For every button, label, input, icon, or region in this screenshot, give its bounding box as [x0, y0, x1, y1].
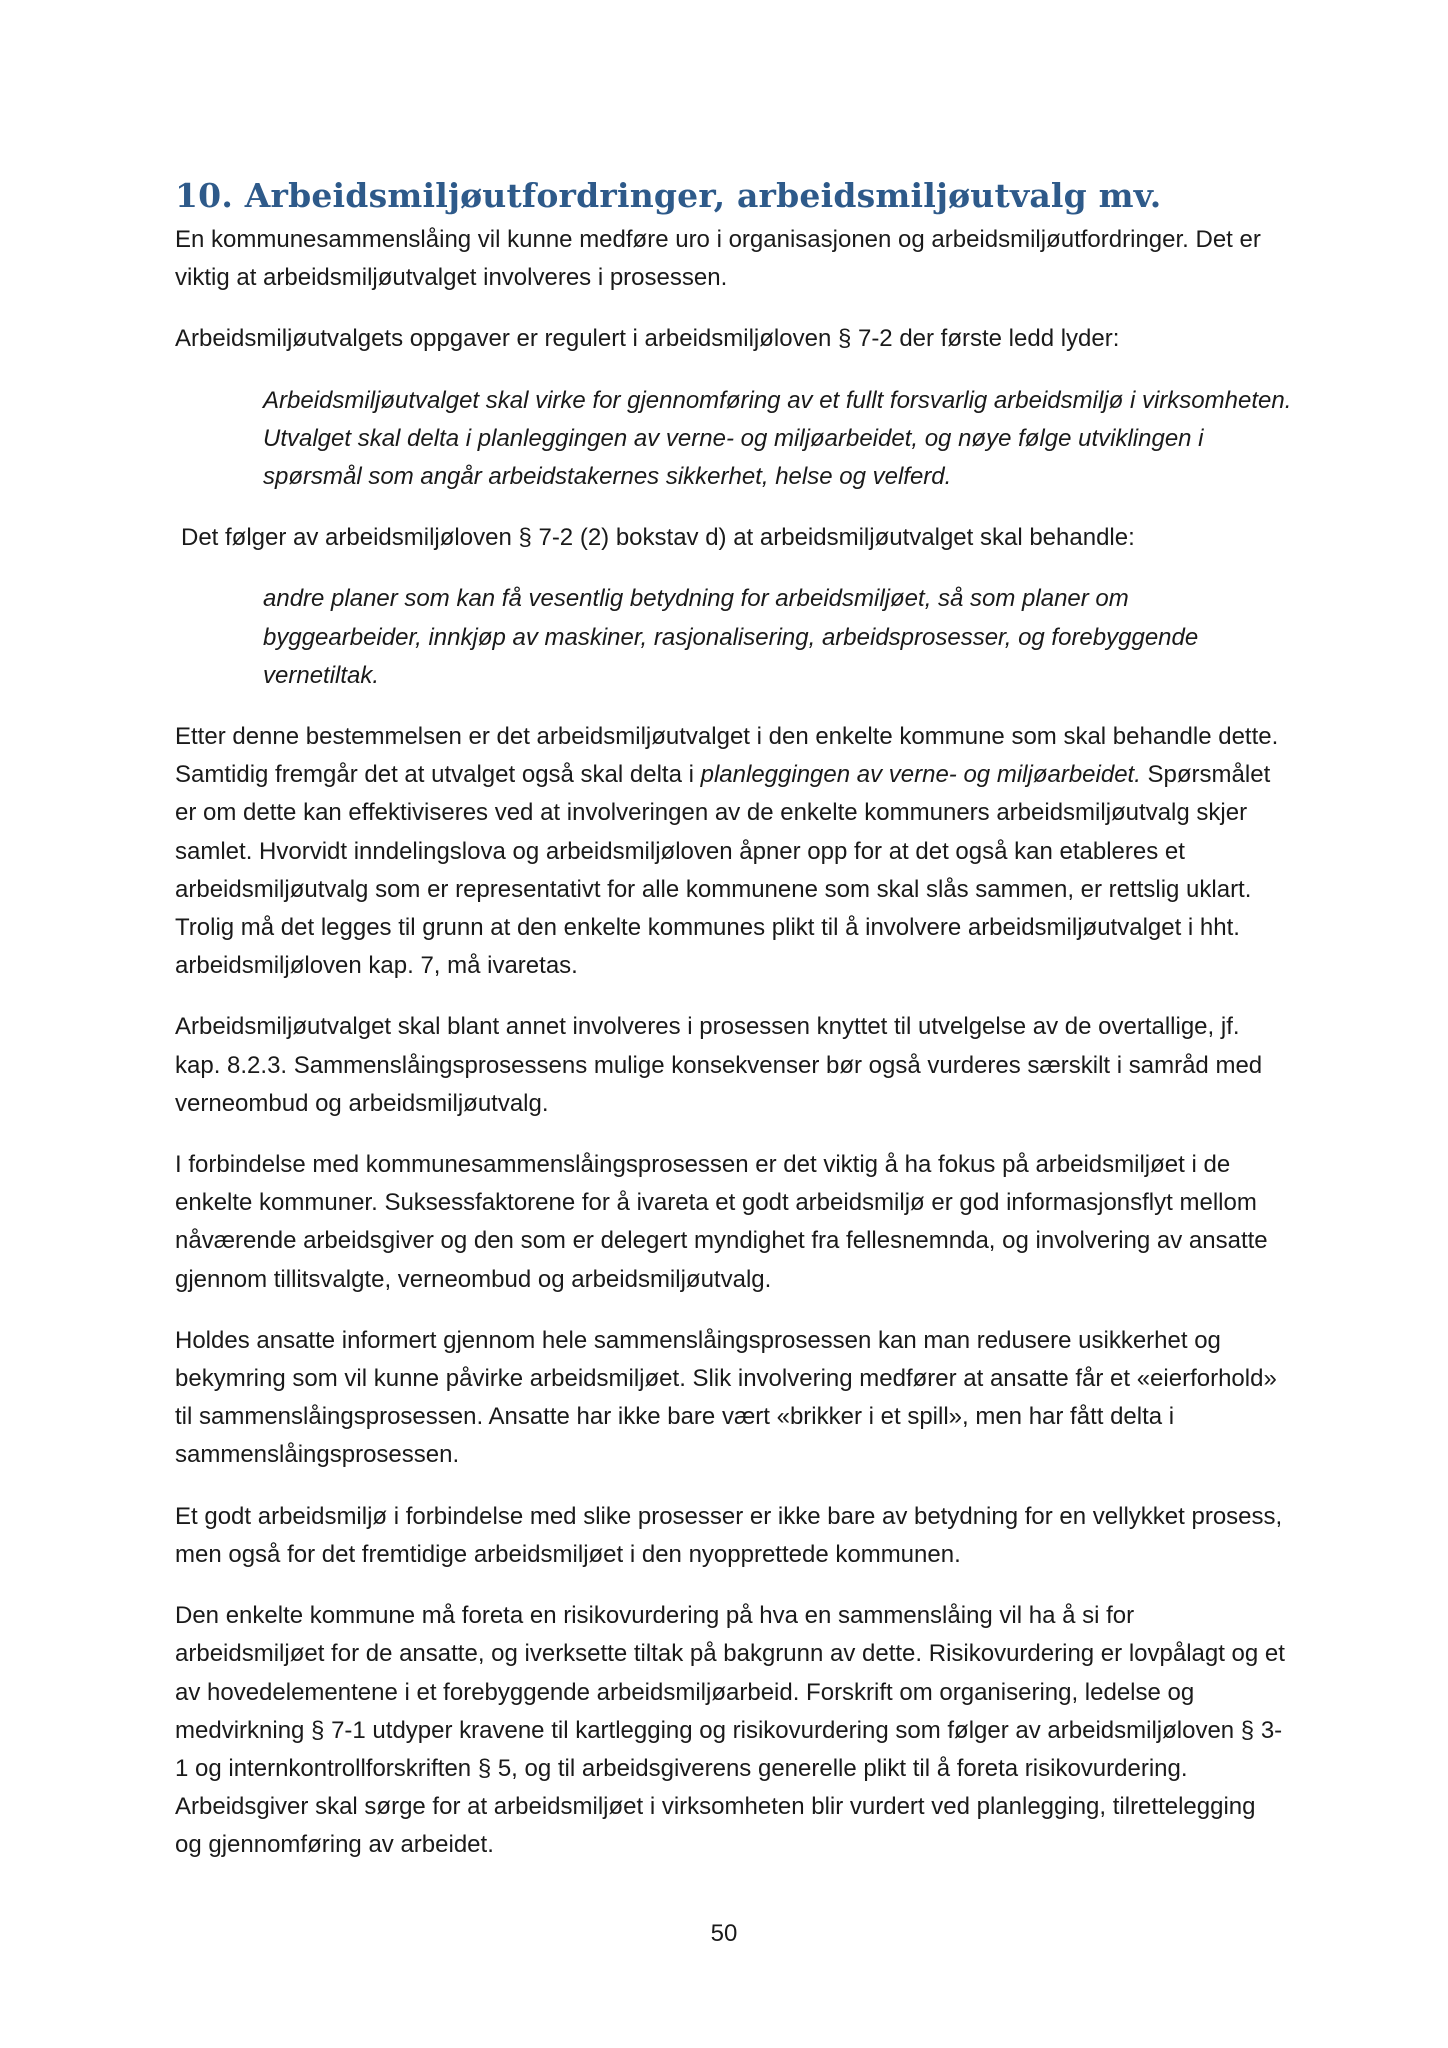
page-number: 50: [710, 1920, 738, 1947]
page-content: [175, 175, 1292, 1865]
paragraph-informed: Holdes ansatte informert gjennom hele sammenslåingsprosessen kan man redusere usikkerhet og bekymring som vil kunne påvirke arbeidsmiljøet. Slik involvering medfører at ansatte får et «eierforhold» til sammenslåingsprosessen. Ansatte har ikke bare vært «brikker i et spill», men har fått delta i sammenslåingsprosessen.: [175, 1326, 1277, 1469]
paragraph-regulation: Arbeidsmiljøutvalgets oppgaver er regulert i arbeidsmiljøloven § 7-2 der første ledd lyder:: [175, 325, 1120, 353]
paragraph-good-environment: Et godt arbeidsmiljø i forbindelse med slike prosesser er ikke bare av betydning for en vellykket prosess, men også for det fremtidige arbeidsmiljøet i den nyopprettede kommunen.: [175, 1502, 1283, 1568]
block-quote-law-7-2-first: [263, 382, 1293, 497]
quote-text: andre planer som kan få vesentlig betydning for arbeidsmiljøet, så som planer om byggearbeider, innkjøp av maskiner, rasjonalisering, arbeidsprosesser, og forebyggende vernetiltak.: [263, 585, 1199, 689]
paragraph-law-7-2-2: Det følger av arbeidsmiljøloven § 7-2 (2) bokstav d) at arbeidsmiljøutvalget skal behandle:: [181, 524, 1135, 552]
paragraph-intro: En kommunesammenslåing vil kunne medføre uro i organisasjonen og arbeidsmiljøutfordringer. Det er viktig at arbeidsmiljøutvalget involveres i prosessen.: [175, 226, 1261, 292]
quote-text: Arbeidsmiljøutvalget skal virke for gjennomføring av et fullt forsvarlig arbeidsmiljø i virksomheten. Utvalget skal delta i planleggingen av verne- og miljøarbeidet, og nøye følge utviklingen i spørsmål som angår arbeidstakernes sikkerhet, helse og velferd.: [263, 386, 1292, 491]
block-quote-law-7-2-2-d: [263, 580, 1293, 695]
paragraph-text: Etter denne bestemmelsen er det arbeidsmiljøutvalget i den enkelte kommune som skal behandle dette. Samtidig fremgår det at utvalget også skal delta i: [175, 723, 1279, 789]
italic-emphasis: planleggingen av verne- og miljøarbeidet.: [700, 761, 1141, 789]
paragraph-risk-assessment: Den enkelte kommune må foreta en risikovurdering på hva en sammenslåing vil ha å si for arbeidsmiljøet for de ansatte, og iverksette tiltak på bakgrunn av dette. Risikovurdering er lovpålagt og et av hovedelementene i et forebyggende arbeidsmiljøarbeid. Forskrift om organisering, ledelse og medvirkning § 7-1 utdyper kravene til kartlegging og risikovurdering som følger av arbeidsmiljøloven § 3-1 og internkontrollforskriften § 5, og til arbeidsgiverens generelle plikt til å foreta risikovurdering. Arbeidsgiver skal sørge for at arbeidsmiljøet i virksomheten blir vurdert ved planlegging, tilrettelegging og gjennomføring av arbeidet.: [175, 1602, 1285, 1859]
paragraph-text: Spørsmålet er om dette kan effektiviseres ved at involveringen av de enkelte kommuners arbeidsmiljøutvalg skjer samlet. Hvorvidt inndelingslova og arbeidsmiljøloven åpner opp for at det også kan etableres et arbeidsmiljøutvalg som er representativt for alle kommunene som skal slås sammen, er rettslig uklart. Trolig må det legges til grunn at den enkelte kommunes plikt til å involvere arbeidsmiljøutvalget i hht. arbeidsmiljøloven kap. 7, må ivaretas.: [175, 761, 1271, 980]
paragraph-focus: I forbindelse med kommunesammenslåingsprosessen er det viktig å ha fokus på arbeidsmiljøet i de enkelte kommuner. Suksessfaktorene for å ivareta et godt arbeidsmiljø er god informasjonsflyt mellom nåværende arbeidsgiver og den som er delegert myndighet fra fellesnemnda, og involvering av ansatte gjennom tillitsvalgte, verneombud og arbeidsmiljøutvalg.: [175, 1151, 1268, 1293]
paragraph-provision: [175, 718, 1287, 985]
section-heading: 10. Arbeidsmiljøutfordringer, arbeidsmiljøutvalg mv.: [175, 176, 1162, 215]
paragraph-overtallige: Arbeidsmiljøutvalget skal blant annet involveres i prosessen knyttet til utvelgelse av de overtallige, jf. kap. 8.2.3. Sammenslåingsprosessens mulige konsekvenser bør også vurderes særskilt i samråd med verneombud og arbeidsmiljøutvalg.: [175, 1013, 1263, 1117]
